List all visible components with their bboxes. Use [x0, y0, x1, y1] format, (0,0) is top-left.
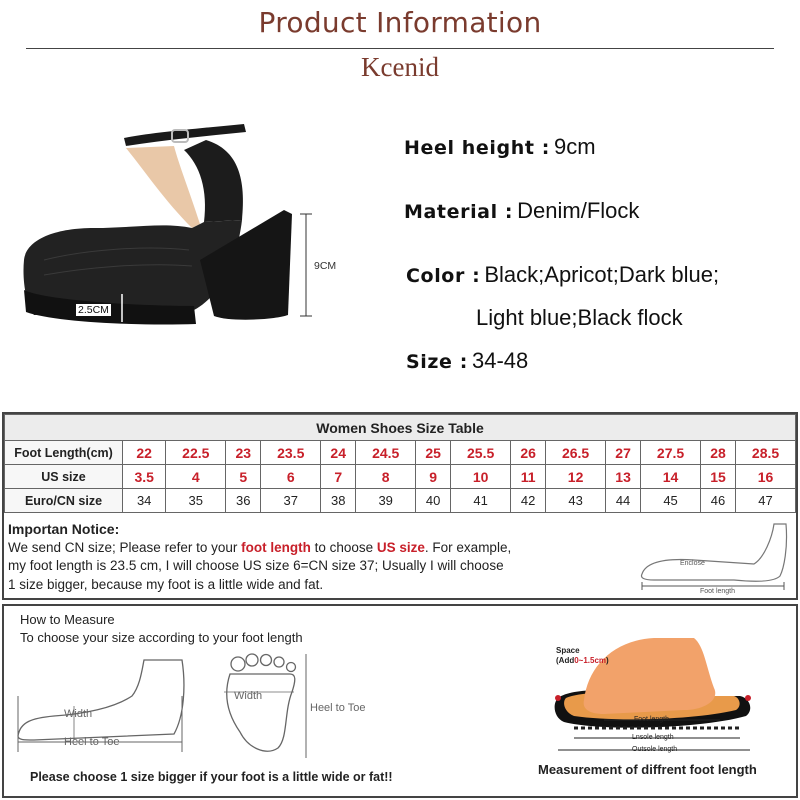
table-cell: 41 — [451, 489, 511, 513]
table-cell: 22.5 — [166, 441, 226, 465]
table-row — [5, 441, 796, 465]
row-label: Euro/CN size — [5, 489, 123, 513]
enclose-label: Enclose — [680, 560, 705, 567]
table-cell: 14 — [641, 465, 701, 489]
spec-color — [406, 262, 719, 288]
spec-label: Size : — [406, 351, 468, 373]
table-cell: 42 — [511, 489, 546, 513]
table-cell: 15 — [700, 465, 735, 489]
table-cell: 25.5 — [451, 441, 511, 465]
table-cell: 9 — [416, 465, 451, 489]
side-width-label: Width — [64, 708, 93, 720]
table-cell: 34 — [123, 489, 166, 513]
table-cell: 24.5 — [356, 441, 416, 465]
table-cell: 37 — [261, 489, 321, 513]
table-cell: 45 — [641, 489, 701, 513]
spec-label: Material : — [404, 201, 514, 223]
table-cell: 44 — [606, 489, 641, 513]
important-notice — [8, 520, 628, 594]
table-cell: 43 — [546, 489, 606, 513]
spec-color-cont — [476, 305, 683, 331]
brand-name: Kcenid — [361, 52, 439, 82]
spec-heel-height — [404, 134, 596, 160]
spec-material — [404, 198, 639, 224]
page-title: Product Information — [258, 6, 542, 39]
table-row — [5, 465, 796, 489]
how-to-measure-section — [2, 604, 798, 798]
table-cell: 8 — [356, 465, 416, 489]
foot-length-diagram — [634, 518, 794, 596]
table-cell: 23.5 — [261, 441, 321, 465]
size-table — [4, 414, 796, 513]
spec-value: 9cm — [553, 134, 596, 159]
foot-length-label: Foot length — [634, 716, 670, 723]
foot-outline-icon — [634, 518, 794, 596]
table-cell: 46 — [700, 489, 735, 513]
space-range-value: 0~1.5cm — [574, 656, 607, 665]
table-cell: 28 — [700, 441, 735, 465]
title-divider — [26, 48, 774, 49]
notice-line — [8, 539, 628, 558]
size-table-title: Women Shoes Size Table — [5, 415, 796, 441]
table-cell: 40 — [416, 489, 451, 513]
size-advice-note: Please choose 1 size bigger if your foot is a little wide or fat!! — [30, 770, 393, 784]
outsole-length-label: Outsole length — [632, 746, 678, 753]
insole-length-label: Lnsole length — [632, 734, 674, 741]
side-heel-to-toe-label: Heel to Toe — [64, 736, 120, 748]
size-table-section — [2, 412, 798, 600]
spec-value: 34-48 — [471, 348, 529, 373]
table-cell: 25 — [416, 441, 451, 465]
shoe-image — [14, 110, 364, 350]
measure-subtitle: To choose your size according to your foot length — [20, 630, 303, 645]
spec-label: Color : — [406, 265, 481, 287]
table-cell: 4 — [166, 465, 226, 489]
spec-label: Heel height : — [404, 137, 550, 159]
foot-shape — [584, 638, 716, 714]
table-cell: 22 — [123, 441, 166, 465]
table-cell: 10 — [451, 465, 511, 489]
table-row — [5, 489, 796, 513]
table-cell: 38 — [321, 489, 356, 513]
notice-text: to choose — [310, 539, 377, 555]
spec-value: Denim/Flock — [517, 198, 640, 223]
row-label: Foot Length(cm) — [5, 441, 123, 465]
shoe-diagram — [14, 110, 364, 350]
table-cell: 26.5 — [546, 441, 606, 465]
space-range — [556, 656, 609, 665]
table-cell: 7 — [321, 465, 356, 489]
table-cell: 35 — [166, 489, 226, 513]
spec-value: Black;Apricot;Dark blue; — [484, 262, 720, 287]
table-cell: 28.5 — [736, 441, 796, 465]
foot-top-view-icon — [216, 652, 316, 762]
top-heel-to-toe-label: Heel to Toe — [310, 702, 366, 714]
table-cell: 23 — [226, 441, 261, 465]
table-cell: 24 — [321, 441, 356, 465]
table-cell: 12 — [546, 465, 606, 489]
table-cell: 36 — [226, 489, 261, 513]
spec-value: Light blue;Black flock — [476, 305, 683, 330]
notice-highlight: foot length — [241, 539, 311, 555]
shoe-lining — [126, 146, 200, 228]
table-cell: 5 — [226, 465, 261, 489]
notice-highlight: US size — [376, 539, 425, 555]
table-cell: 27 — [606, 441, 641, 465]
table-cell: 16 — [736, 465, 796, 489]
heel-height-label: 9CM — [314, 260, 337, 272]
spec-size — [406, 348, 528, 374]
table-cell: 27.5 — [641, 441, 701, 465]
table-cell: 3.5 — [123, 465, 166, 489]
row-label: US size — [5, 465, 123, 489]
measure-title: How to Measure — [20, 612, 115, 627]
table-cell: 39 — [356, 489, 416, 513]
platform-height-label: 2.5CM — [78, 304, 109, 316]
table-cell: 13 — [606, 465, 641, 489]
table-cell: 47 — [736, 489, 796, 513]
space-range-suffix: ) — [606, 656, 609, 665]
notice-text: We send CN size; Please refer to your — [8, 539, 242, 555]
top-width-label: Width — [234, 690, 263, 702]
notice-line: my foot length is 23.5 cm, I will choose US size 6=CN size 37; Usually I will choose — [8, 558, 504, 573]
space-label: Space — [556, 646, 580, 655]
table-cell: 6 — [261, 465, 321, 489]
notice-text: . For example, — [424, 539, 512, 555]
table-cell: 26 — [511, 441, 546, 465]
foot-length-label: Foot length — [700, 588, 736, 595]
space-range-prefix: (Add — [556, 656, 575, 665]
table-cell: 11 — [511, 465, 546, 489]
notice-heading: Importan Notice: — [8, 521, 120, 537]
measurement-caption: Measurement of diffrent foot length — [538, 762, 757, 777]
notice-line: 1 size bigger, because my foot is a little wide and fat. — [8, 576, 324, 592]
